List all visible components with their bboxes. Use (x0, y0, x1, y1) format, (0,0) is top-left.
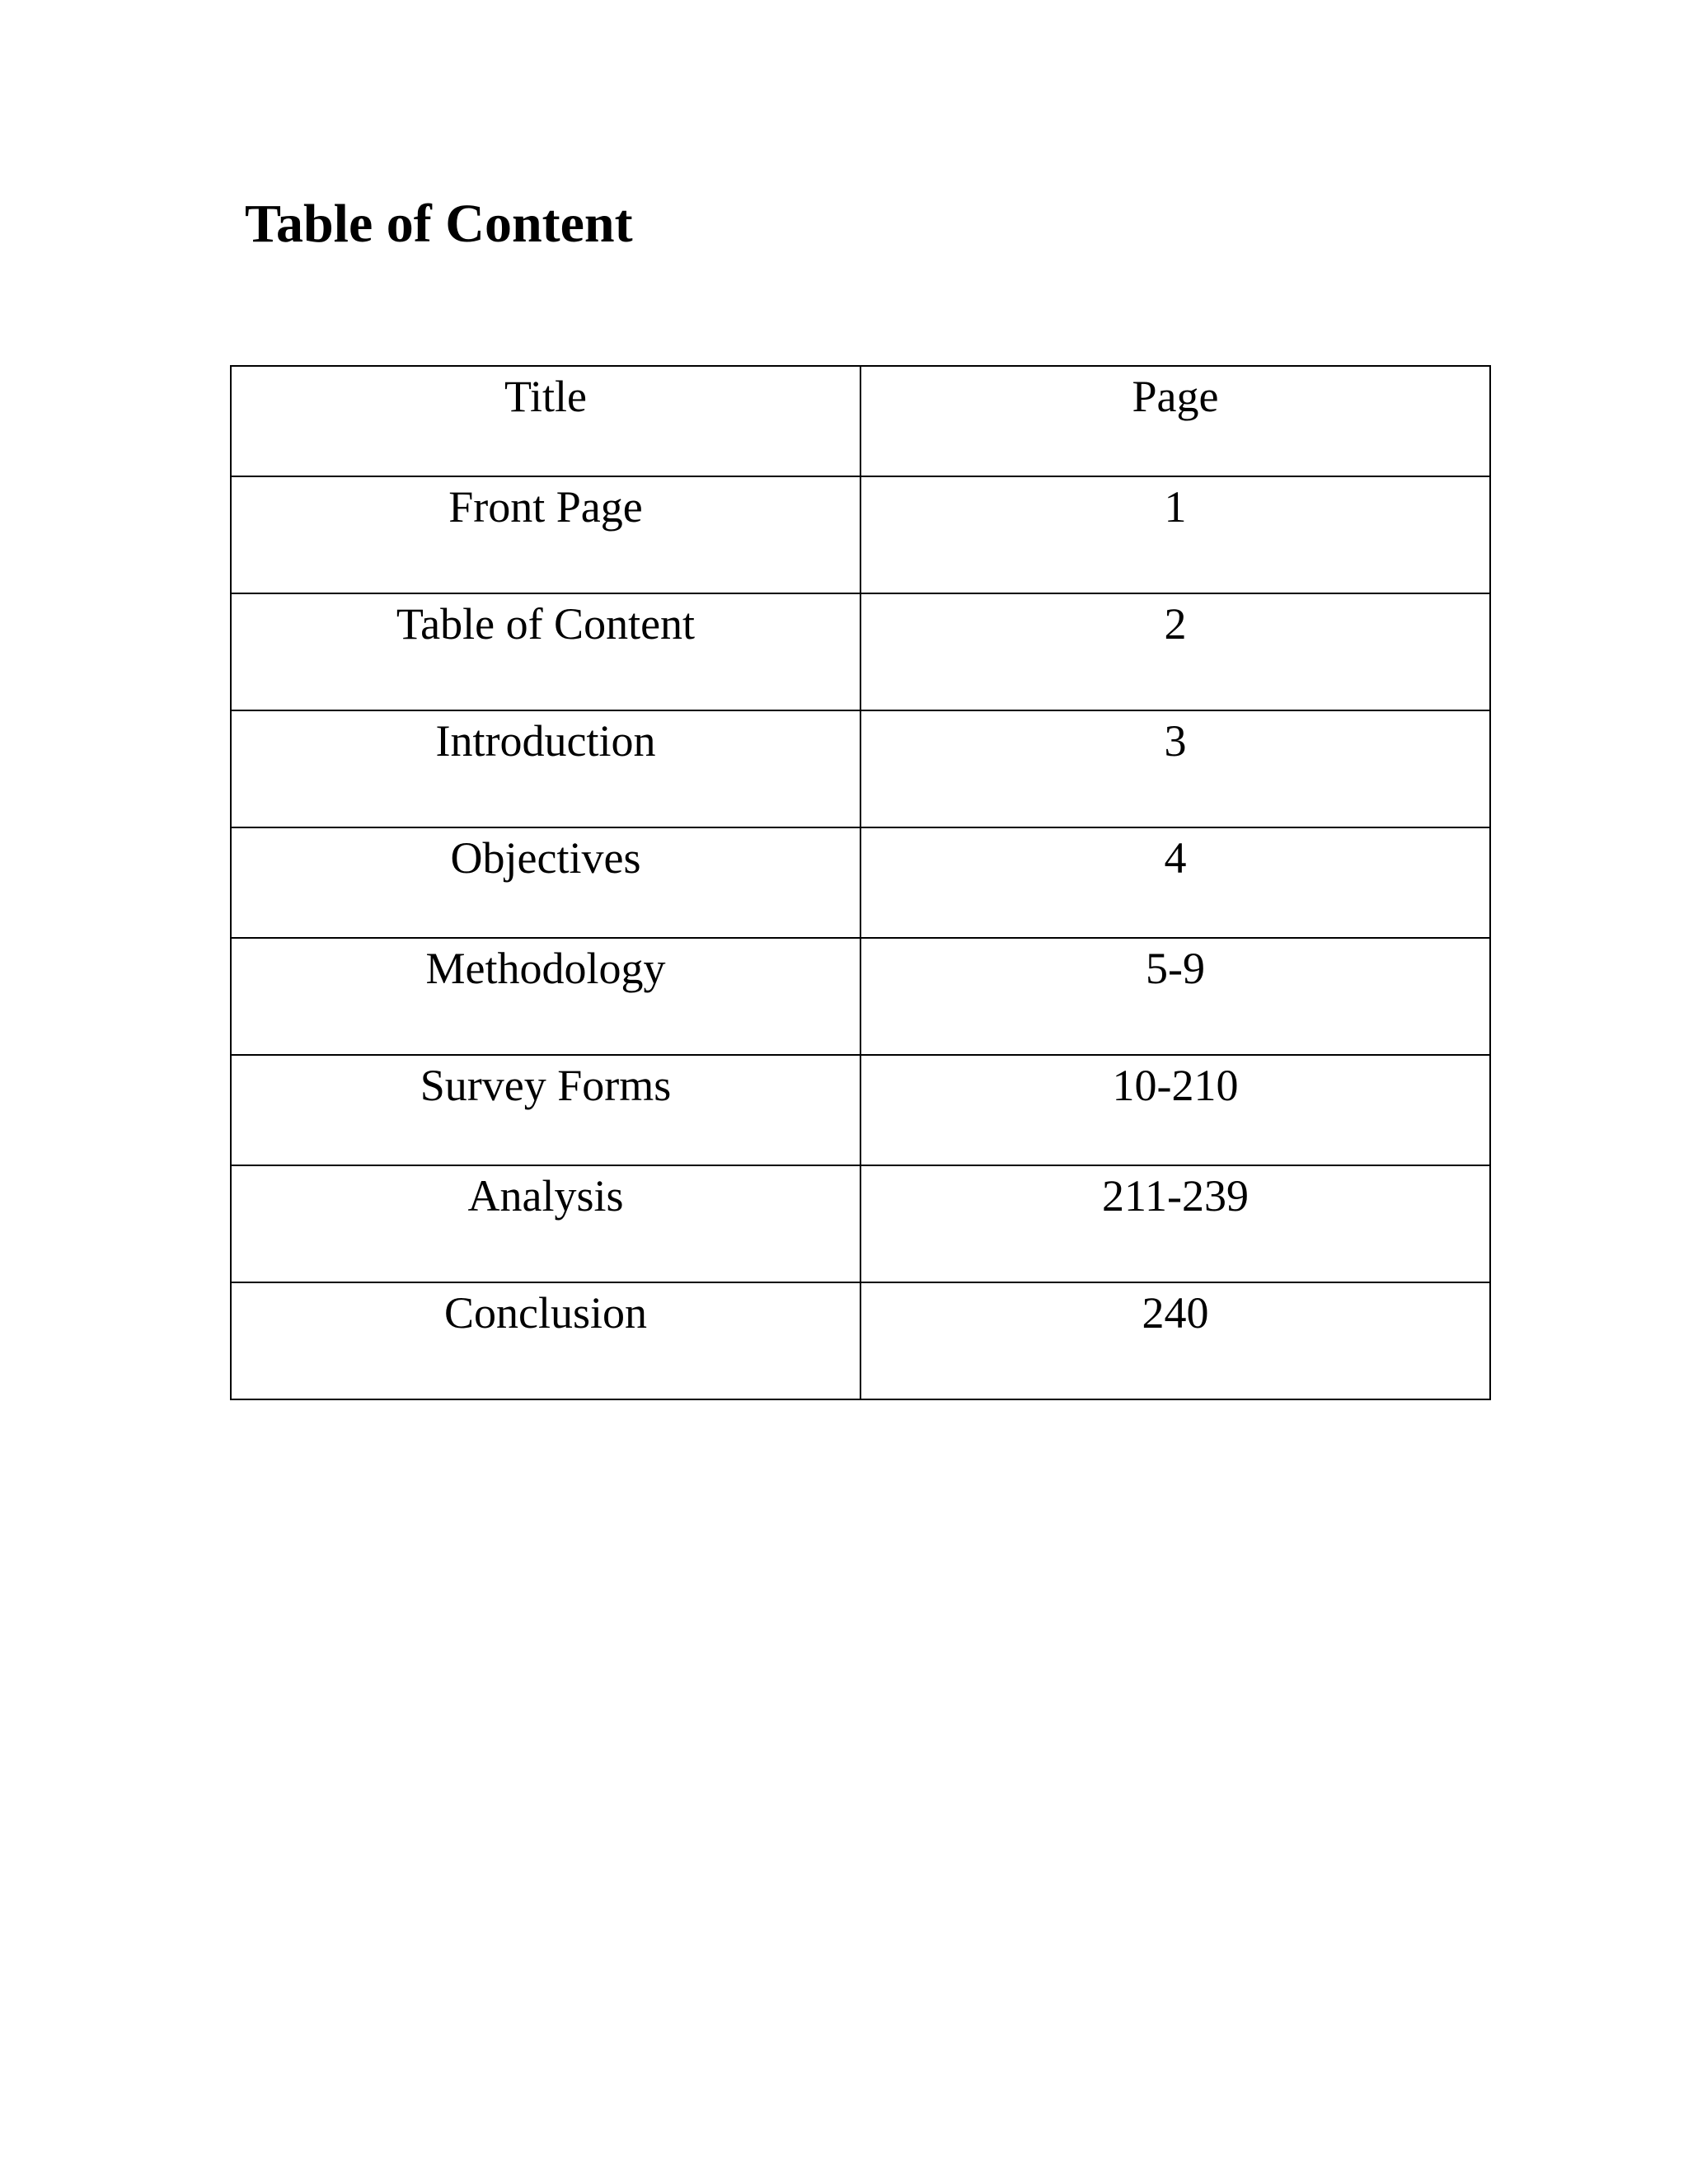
title-cell (231, 827, 860, 938)
title-cell (231, 1165, 860, 1282)
page-cell (860, 1055, 1490, 1165)
page-cell (860, 938, 1490, 1055)
entry-page: 211-239 (1102, 1171, 1249, 1221)
entry-title: Survey Forms (420, 1061, 672, 1110)
header-cell-title (231, 366, 860, 476)
table-row (231, 938, 1490, 1055)
title-cell (231, 593, 860, 710)
entry-page: 10-210 (1112, 1061, 1239, 1110)
title-cell (231, 1055, 860, 1165)
entry-title: Introduction (435, 716, 656, 766)
toc-table (230, 365, 1491, 1400)
page-title: Table of Content (245, 194, 633, 254)
entry-page: 5-9 (1146, 944, 1205, 993)
entry-page: 240 (1142, 1288, 1209, 1338)
entry-title: Methodology (425, 944, 666, 993)
table-row (231, 1282, 1490, 1399)
header-title-label: Title (504, 372, 588, 421)
header-cell-page (860, 366, 1490, 476)
table-row (231, 1055, 1490, 1165)
page-cell (860, 1165, 1490, 1282)
entry-page: 4 (1164, 833, 1187, 883)
entry-title: Analysis (467, 1171, 624, 1221)
entry-page: 2 (1164, 599, 1187, 649)
entry-title: Front Page (448, 482, 643, 532)
entry-title: Objectives (450, 833, 641, 883)
table-row (231, 710, 1490, 827)
page-cell (860, 593, 1490, 710)
page-cell (860, 1282, 1490, 1399)
entry-title: Conclusion (443, 1288, 647, 1338)
entry-title: Table of Content (396, 599, 696, 649)
page-cell (860, 827, 1490, 938)
page-cell (860, 710, 1490, 827)
table-header-row (231, 366, 1490, 476)
table-row (231, 827, 1490, 938)
entry-page: 1 (1164, 482, 1187, 532)
title-cell (231, 476, 860, 593)
title-cell (231, 938, 860, 1055)
table-row (231, 1165, 1490, 1282)
entry-page: 3 (1164, 716, 1187, 766)
table-row (231, 476, 1490, 593)
table-row (231, 593, 1490, 710)
header-page-label: Page (1132, 372, 1219, 421)
page-cell (860, 476, 1490, 593)
title-cell (231, 710, 860, 827)
title-cell (231, 1282, 860, 1399)
